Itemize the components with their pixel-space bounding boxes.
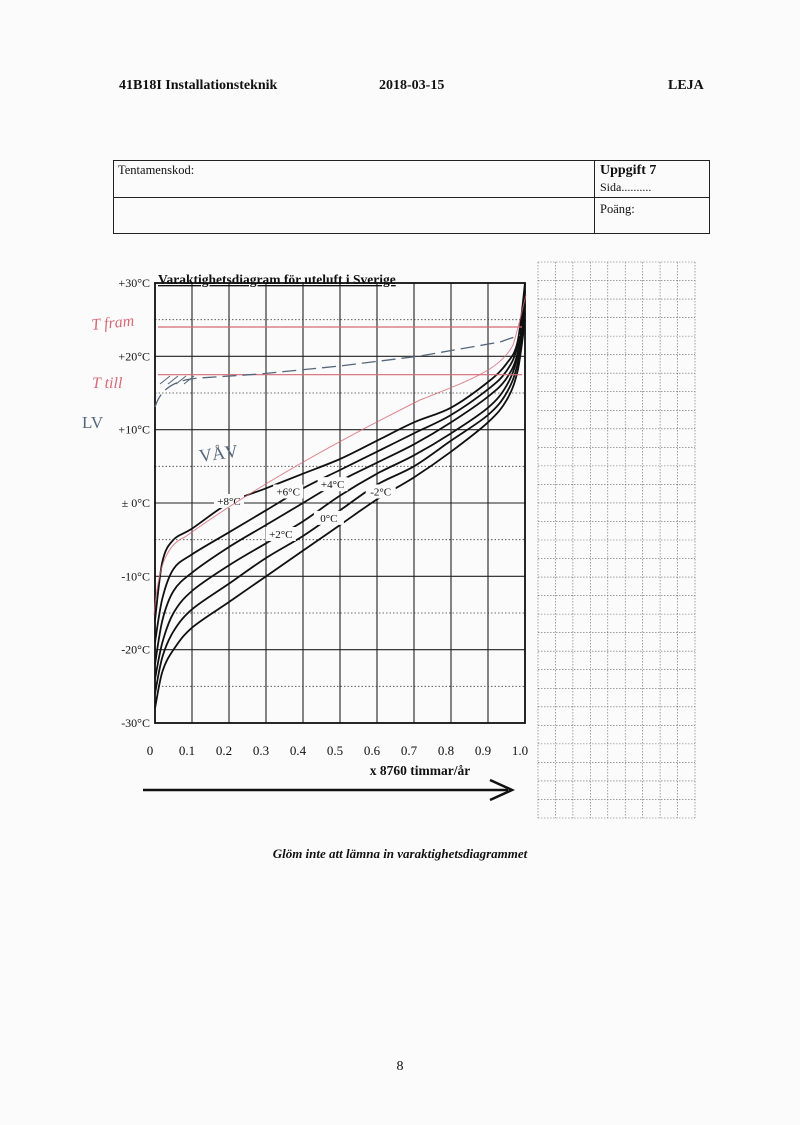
x-tick-label: 0.2 bbox=[215, 743, 233, 758]
course-title: 41B18I Installationsteknik bbox=[119, 78, 278, 93]
y-tick-label: +20°C bbox=[118, 349, 150, 364]
x-tick-label: 0.4 bbox=[289, 743, 307, 758]
y-tick-label: -30°C bbox=[121, 716, 150, 730]
x-axis-label: x 8760 timmar/år bbox=[369, 763, 471, 778]
exam-date: 2018-03-15 bbox=[379, 78, 445, 93]
ventilation-line bbox=[155, 335, 520, 407]
curve-label: +4°C bbox=[320, 479, 345, 492]
x-tick-label: 0.9 bbox=[474, 743, 492, 758]
task-label: Uppgift 7 bbox=[600, 163, 657, 178]
y-tick-label: +10°C bbox=[118, 422, 150, 437]
x-tick-label: 0.1 bbox=[178, 743, 196, 758]
y-tick-label: +30°C bbox=[118, 276, 150, 290]
y-tick-label: -20°C bbox=[121, 642, 150, 657]
page-number: 8 bbox=[396, 1059, 404, 1074]
submission-note: Glöm inte att lämna in varaktighetsdiagrammet bbox=[272, 846, 528, 861]
points-label: Poäng: bbox=[600, 202, 635, 216]
curve-label: -2°C bbox=[370, 486, 392, 499]
exam-code: LEJA bbox=[668, 78, 704, 93]
curve-label: +6°C bbox=[276, 486, 300, 499]
x-tick-label: 0.3 bbox=[252, 743, 270, 758]
annotation-t-till: T till bbox=[92, 375, 123, 392]
curve-label: +2°C bbox=[269, 529, 293, 541]
annotation-lv: LV bbox=[82, 413, 104, 432]
x-tick-label: 1.0 bbox=[511, 743, 529, 758]
x-tick-label: 0.8 bbox=[437, 743, 455, 758]
x-tick-label: 0.5 bbox=[326, 743, 344, 758]
y-tick-label: -10°C bbox=[121, 569, 150, 584]
y-tick-label: ± 0°C bbox=[121, 496, 150, 510]
page-label: Sida.......... bbox=[600, 180, 652, 194]
exam-code-label: Tentamenskod: bbox=[118, 163, 195, 177]
x-tick-label: 0 bbox=[146, 743, 154, 758]
x-tick-label: 0.6 bbox=[363, 743, 381, 758]
annotation-t-fram: T fram bbox=[90, 312, 136, 334]
annotation-vav: VÅV bbox=[197, 440, 240, 466]
curve-label: +8°C bbox=[217, 496, 241, 508]
hatch-marks bbox=[160, 376, 194, 384]
chart-title: Varaktighetsdiagram för uteluft i Sverige bbox=[158, 272, 396, 287]
curve-label: 0°C bbox=[320, 512, 338, 525]
x-tick-label: 0.7 bbox=[400, 743, 418, 758]
